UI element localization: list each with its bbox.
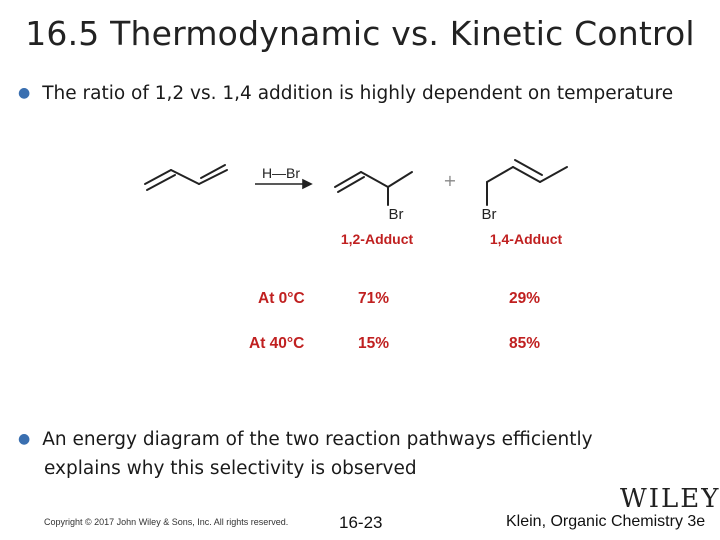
row-1-adduct-12: 15% — [358, 335, 390, 352]
row-1-condition: At 40°C — [249, 335, 305, 352]
adduct-12-label: 1,2-Adduct — [340, 231, 414, 247]
adduct-14-br: Br — [481, 206, 497, 223]
bullet-dot-icon: ● — [18, 431, 31, 447]
reaction-arrow — [255, 180, 311, 188]
row-1-adduct-14: 85% — [509, 335, 541, 352]
bullet-text: The ratio of 1,2 vs. 1,4 addition is highly dependent on temperature — [42, 83, 674, 104]
page-number: 16-23 — [339, 513, 383, 532]
adduct-14-structure — [487, 160, 567, 205]
bullet-energy-diagram — [18, 426, 698, 483]
book-citation: Klein, Organic Chemistry 3e — [506, 513, 706, 530]
row-0-condition: At 0°C — [258, 290, 305, 307]
butadiene-structure — [145, 165, 227, 190]
row-0-adduct-14: 29% — [509, 290, 541, 307]
adduct-14-label: 1,4-Adduct — [489, 231, 563, 247]
bullet-text-line2: explains why this selectivity is observed — [44, 458, 417, 479]
adduct-12-structure — [335, 172, 412, 205]
bullet-text-line1: An energy diagram of the two reaction pathways efficiently — [42, 429, 593, 450]
reagent-label: H—Br — [261, 165, 301, 181]
wiley-logo: WILEY — [620, 484, 720, 514]
slide-title: 16.5 Thermodynamic vs. Kinetic Control — [25, 14, 695, 53]
row-0-adduct-12: 71% — [358, 290, 390, 307]
adduct-12-br: Br — [388, 206, 404, 223]
plus-sign: + — [443, 171, 457, 190]
bullet-dot-icon: ● — [18, 85, 31, 101]
copyright-notice: Copyright © 2017 John Wiley & Sons, Inc. All rights reserved. — [44, 517, 289, 527]
